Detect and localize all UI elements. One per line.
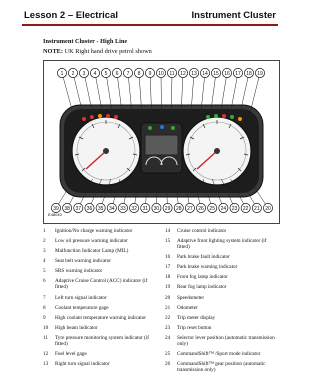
callout-number: 10: [158, 70, 164, 77]
legend-item-number: 7: [43, 294, 46, 301]
legend-item: [165, 228, 280, 234]
callout-number: 39: [53, 205, 59, 212]
instrument-cluster-figure: [43, 60, 280, 224]
callout-number: 4: [93, 70, 97, 77]
legend-item: [43, 305, 158, 311]
callout-number: 34: [109, 205, 115, 212]
legend-item-text: Adaptive Cruise Control (ACC) indicator (if fitted): [55, 278, 148, 291]
legend-item-number: 17: [165, 264, 171, 271]
callout-number: 36: [86, 205, 93, 212]
callout-number: 30: [153, 205, 160, 212]
callout-number: 13: [191, 70, 197, 77]
legend-item-text: Coolant temperature gage: [55, 304, 109, 311]
callout-number: 6: [115, 70, 119, 77]
legend-item-number: 13: [43, 361, 49, 368]
legend-item-text: Front fog lamp indicator: [177, 274, 228, 281]
legend-item: [43, 258, 158, 264]
legend-item-number: 1: [43, 228, 46, 234]
page-header: [0, 0, 300, 26]
legend-item-number: 8: [43, 304, 46, 311]
callout-number: 15: [213, 70, 219, 77]
callout-number: 20: [265, 205, 271, 212]
legend-item-number: 19: [165, 284, 171, 291]
legend-item-text: High coolant temperature warning indicator: [55, 314, 147, 321]
callout-number: 1: [60, 70, 64, 77]
callout-number: 16: [224, 70, 230, 77]
legend-item-text: Park brake warning indicator: [177, 264, 238, 271]
legend-item-text: Right turn signal indicator: [55, 361, 110, 368]
legend-item: [165, 295, 280, 301]
legend-item-number: 9: [43, 314, 46, 321]
legend-item: [165, 361, 280, 373]
legend-item-text: Low oil pressure warning indicator: [55, 238, 128, 245]
callout-number: 18: [246, 70, 252, 77]
header-rule: [22, 24, 278, 26]
callout-number: 14: [202, 70, 208, 77]
callout-number: 19: [257, 70, 263, 77]
legend-item-number: 10: [43, 324, 49, 331]
legend-item: [165, 264, 280, 270]
figure-id: E48040: [48, 212, 62, 217]
legend-item-number: 18: [165, 274, 171, 281]
legend-item-text: SRS warning indicator: [55, 268, 103, 275]
legend-item: [43, 228, 158, 234]
callout-number: 32: [131, 205, 137, 212]
callout-number: 29: [164, 205, 171, 212]
legend-item: [165, 351, 280, 357]
legend-item: [43, 325, 158, 331]
legend-item-text: Tyre pressure monitoring system indicator (if fitted): [55, 334, 149, 347]
legend-item-text: Cruise control indicator: [177, 228, 227, 234]
legend-item-number: 5: [43, 268, 46, 275]
legend-item: [165, 305, 280, 311]
callout-number: 21: [254, 205, 260, 212]
legend-item-number: 23: [165, 324, 171, 331]
legend-item: [43, 315, 158, 321]
callout-number: 24: [220, 205, 227, 212]
callout-number: 23: [231, 205, 238, 212]
callout-number: 25: [209, 205, 215, 212]
legend-item-text: Ignition/No charge warning indicator: [55, 228, 133, 234]
legend-item-text: CommandShift™ /Sport mode indicator: [177, 351, 261, 358]
note: [43, 48, 152, 55]
legend-item-text: CommandShift™ gear position (automatic transmission only): [177, 361, 266, 374]
legend-item-text: Odometer: [177, 304, 198, 311]
callout-number: 5: [104, 70, 108, 77]
legend-item: [43, 238, 158, 244]
callout-number: 17: [235, 70, 241, 77]
legend-item: [165, 254, 280, 260]
legend-item-text: Trip reset button: [177, 324, 212, 331]
callout-number: 12: [180, 70, 186, 77]
callout-number: 35: [97, 205, 104, 212]
legend-item: [165, 325, 280, 331]
callout-number: 26: [198, 205, 204, 212]
lesson-title: Lesson 2 – Electrical: [24, 10, 118, 21]
note-text: UK Right hand drive petrol shown: [64, 48, 152, 55]
callout-number: 37: [75, 205, 82, 212]
legend-item: [165, 274, 280, 280]
callout-number: 3: [82, 70, 86, 77]
legend-item-number: 12: [43, 351, 49, 358]
legend-right-column: [165, 228, 280, 377]
callout-number: 28: [175, 205, 182, 212]
legend-item-text: Left turn signal indicator: [55, 294, 107, 301]
legend-item-number: 25: [165, 351, 171, 358]
legend-item-number: 24: [165, 334, 171, 341]
legend-item-number: 14: [165, 228, 171, 234]
legend-item-number: 20: [165, 294, 171, 301]
legend-item: [43, 268, 158, 274]
legend-item-text: Malfunction Indicator Lamp (MIL): [55, 248, 129, 255]
legend-item-number: 16: [165, 254, 171, 261]
page-heading: Instrument Cluster - High Line: [43, 38, 128, 45]
legend-item-text: Speedometer: [177, 294, 205, 301]
legend-item-text: Trip meter display: [177, 314, 216, 321]
callout-number: 38: [64, 205, 70, 212]
legend-item-text: Selector lever position (automatic transmission only): [177, 334, 275, 347]
legend-item: [43, 278, 158, 290]
cluster-drawing: [44, 61, 279, 223]
legend-item-number: 6: [43, 278, 46, 285]
callout-number: 8: [137, 70, 141, 77]
note-label: NOTE:: [43, 48, 63, 55]
legend-item: [165, 315, 280, 321]
legend-item: [165, 238, 280, 250]
callout-number: 22: [242, 205, 249, 212]
legend-item-number: 2: [43, 238, 46, 245]
callout-number: 2: [71, 70, 75, 77]
legend-item-number: 3: [43, 248, 46, 255]
legend-item-text: Adaptive front lighting system indicator (if fitted): [177, 238, 267, 251]
legend-item-number: 4: [43, 258, 46, 265]
callout-number: 33: [120, 205, 126, 212]
legend-item: [43, 335, 158, 347]
legend-item-text: High beam indicator: [55, 324, 98, 331]
legend-item-number: 26: [165, 361, 171, 368]
callout-number: 11: [169, 70, 175, 77]
legend-item-number: 22: [165, 314, 171, 321]
section-title: Instrument Cluster: [191, 10, 276, 21]
legend-item-text: Fuel level gage: [55, 351, 87, 358]
legend-item: [43, 248, 158, 254]
legend-item-text: Rear fog lamp indicator: [177, 284, 227, 291]
legend-item-text: Seat belt warning indicator: [55, 258, 112, 265]
legend-item-number: 11: [43, 334, 48, 341]
callout-number: 7: [126, 70, 130, 77]
legend-item: [43, 361, 158, 367]
legend-item-number: 21: [165, 304, 171, 311]
legend-item: [43, 295, 158, 301]
legend-left-column: [43, 228, 158, 371]
callout-number: 9: [148, 70, 152, 77]
legend-item: [165, 284, 280, 290]
legend-item-number: 15: [165, 238, 171, 245]
legend-item: [165, 335, 280, 347]
legend-item: [43, 351, 158, 357]
callout-number: 27: [187, 205, 193, 212]
legend-item-text: Park brake fault indicator: [177, 254, 230, 261]
callout-number: 31: [142, 205, 149, 212]
